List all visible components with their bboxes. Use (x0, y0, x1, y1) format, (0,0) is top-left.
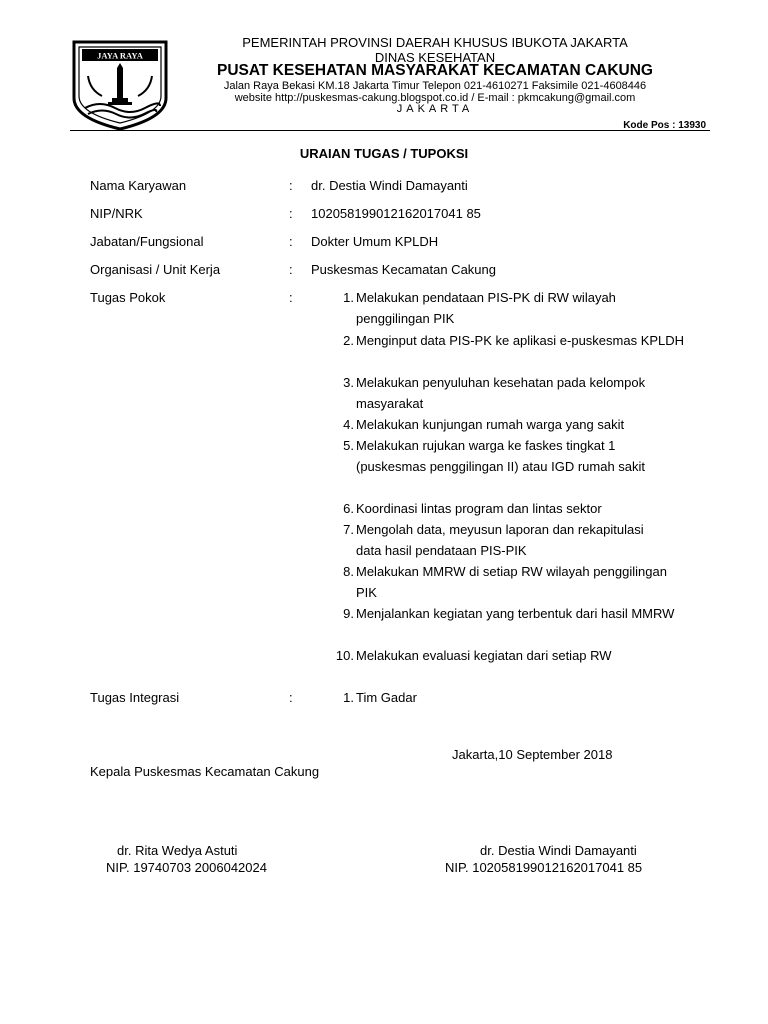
field-label-nip: NIP/NRK (90, 206, 143, 221)
field-label-position: Jabatan/Fungsional (90, 234, 204, 249)
task-number: 7. (343, 522, 354, 537)
field-label-unit: Organisasi / Unit Kerja (90, 262, 221, 277)
place-date: Jakarta,10 September 2018 (452, 747, 613, 762)
postal-code: Kode Pos : 13930 (623, 120, 706, 131)
header-government: PEMERINTAH PROVINSI DAERAH KHUSUS IBUKOTA JAKARTA (242, 35, 628, 50)
main-tasks-label: Tugas Pokok (90, 290, 166, 305)
task-number: 1. (343, 690, 354, 705)
task-number: 1. (343, 290, 354, 305)
task-item: Melakukan kunjungan rumah warga yang sakit (356, 417, 625, 432)
field-value-nip: 102058199012162017041 85 (311, 206, 481, 221)
task-number: 5. (343, 438, 354, 453)
task-item: Koordinasi lintas program dan lintas sektor (356, 501, 602, 516)
task-item: Melakukan pendataan PIS-PK di RW wilayah penggilingan PIK (356, 290, 616, 326)
colon: : (289, 262, 293, 277)
task-item: Melakukan rujukan warga ke faskes tingkat 1 (puskesmas penggilingan II) atau IGD rumah sakit (356, 438, 646, 474)
header-city: JAKARTA (396, 103, 474, 115)
task-number: 3. (343, 375, 354, 390)
task-number: 9. (343, 606, 354, 621)
header-contact: website http://puskesmas-cakung.blogspot.co.id / E-mail : pkmcakung@gmail.com (234, 92, 636, 104)
colon: : (289, 290, 293, 305)
task-number: 4. (343, 417, 354, 432)
right-signatory-name: dr. Destia Windi Damayanti (480, 843, 637, 858)
task-item: Melakukan evaluasi kegiatan dari setiap RW (356, 648, 612, 663)
signatory-title: Kepala Puskesmas Kecamatan Cakung (90, 764, 320, 779)
task-item: Tim Gadar (356, 690, 417, 705)
header-address: Jalan Raya Bekasi KM.18 Jakarta Timur Telepon 021-4610271 Faksimile 021-4608446 (223, 80, 647, 92)
field-value-unit: Puskesmas Kecamatan Cakung (311, 262, 496, 277)
logo-motto: JAYA RAYA (97, 50, 143, 61)
left-signatory-name: dr. Rita Wedya Astuti (117, 843, 238, 858)
task-number: 10. (335, 648, 354, 663)
left-signatory-nip: NIP. 19740703 2006042024 (106, 860, 267, 875)
jaya-raya-logo (70, 38, 170, 132)
header-divider (70, 130, 710, 131)
colon: : (289, 234, 293, 249)
task-number: 2. (343, 333, 354, 348)
colon: : (289, 690, 293, 705)
task-item: Melakukan penyuluhan kesehatan pada kelompok masyarakat (356, 375, 646, 411)
right-signatory-nip: NIP. 102058199012162017041 85 (445, 860, 643, 875)
colon: : (289, 206, 293, 221)
header-department: DINAS KESEHATAN (374, 50, 496, 65)
task-item: Menginput data PIS-PK ke aplikasi e-puskesmas KPLDH (356, 333, 685, 348)
task-item: Mengolah data, meyusun laporan dan rekapitulasi data hasil pendataan PIS-PIK (356, 522, 644, 558)
task-number: 8. (343, 564, 354, 579)
task-item: Menjalankan kegiatan yang terbentuk dari hasil MMRW (356, 606, 675, 621)
task-item: Melakukan MMRW di setiap RW wilayah penggilingan PIK (356, 564, 667, 600)
header-institution: PUSAT KESEHATAN MASYARAKAT KECAMATAN CAKUNG (216, 62, 653, 79)
field-value-name: dr. Destia Windi Damayanti (311, 178, 468, 193)
task-number: 6. (343, 501, 354, 516)
field-label-name: Nama Karyawan (90, 178, 187, 193)
document-title: URAIAN TUGAS / TUPOKSI (299, 146, 469, 161)
integration-tasks-label: Tugas Integrasi (90, 690, 180, 705)
field-value-position: Dokter Umum KPLDH (311, 234, 439, 249)
colon: : (289, 178, 293, 193)
